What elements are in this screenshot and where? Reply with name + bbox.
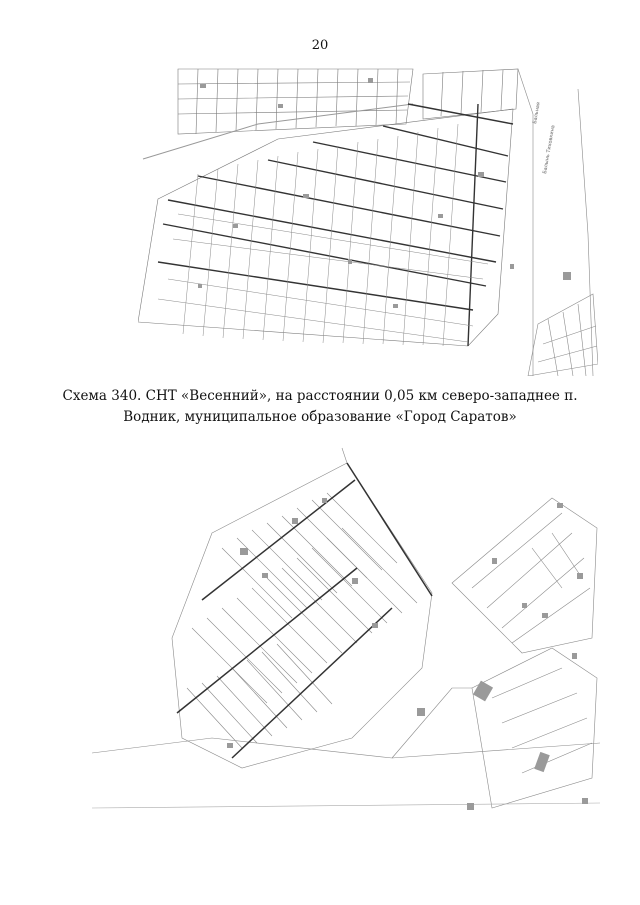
upper-map [138,64,598,376]
map-caption [40,386,600,428]
caption-line-2: Водник, муниципальное образование «Город Саратов» [123,409,517,425]
lower-map [92,438,600,812]
lower-map-svg [92,438,600,812]
svg-text:Балынь Тиховкина: Балынь Тиховкина [542,124,557,175]
svg-text:Бальная: Бальная [532,101,542,125]
upper-map-svg [138,64,598,376]
page-number: 20 [311,38,329,53]
caption-line-1: Схема 340. СНТ «Весенний», на расстоянии 0,05 км северо-западнее п. [62,388,578,404]
